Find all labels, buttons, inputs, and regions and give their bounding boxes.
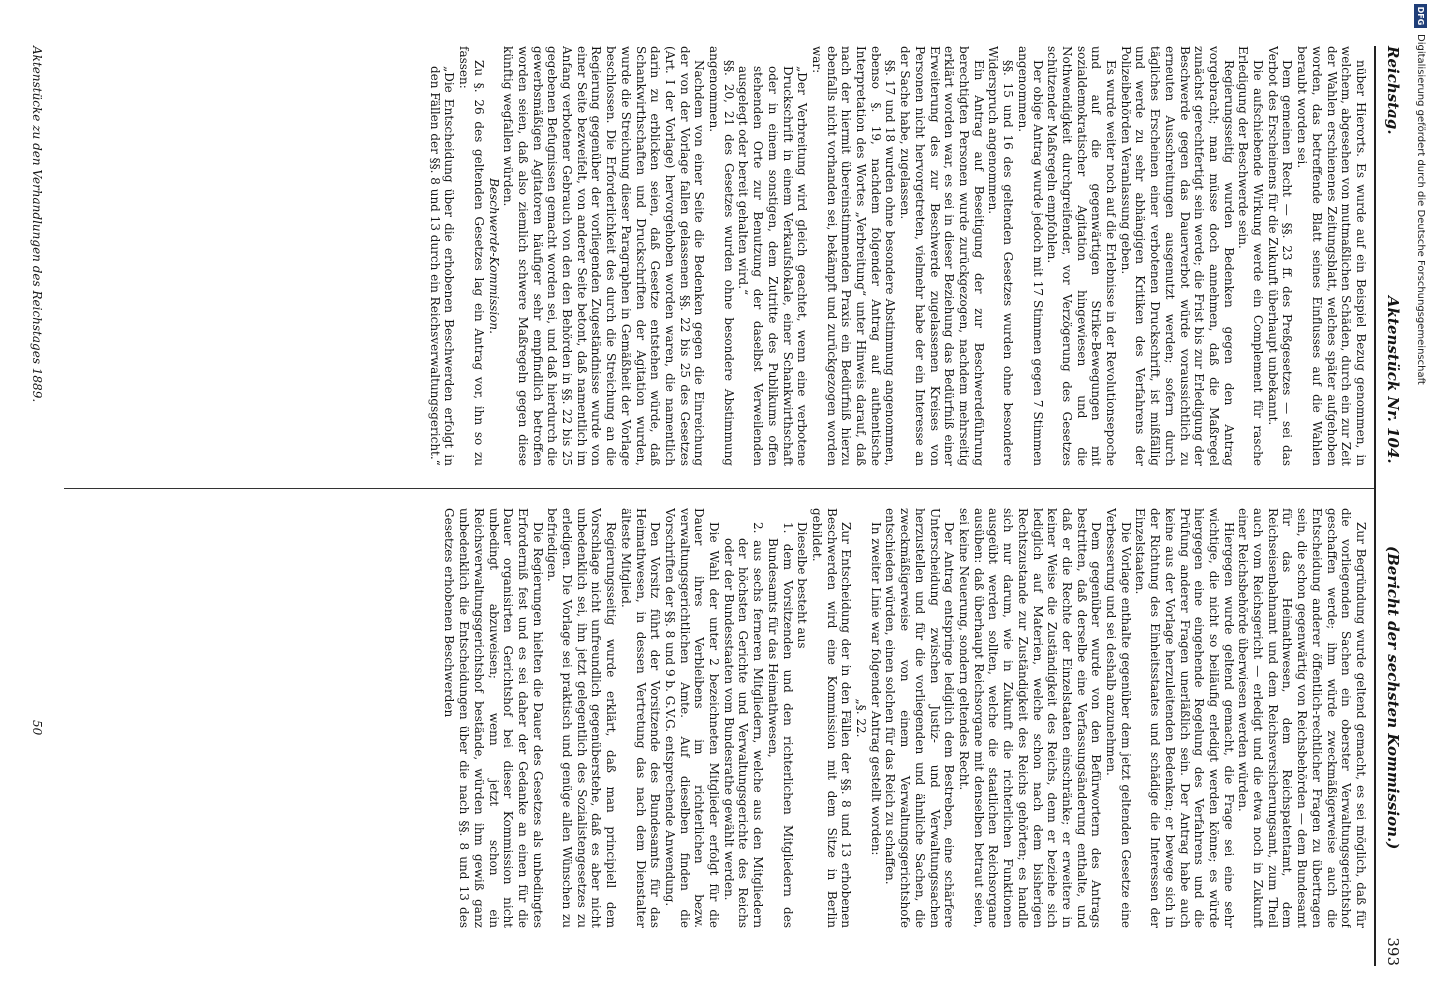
- paragraph: 1. dem Vorsitzenden und den richterlichen Mitgliedern des Bundesamts für das Heimathwesen,: [765, 522, 795, 928]
- header-left: Reichstag.: [1384, 46, 1402, 135]
- paragraph: „Die Entscheidung über die erhobenen Beschwerden erfolgt in den Fällen der §§. 8 und 13 durch ein Reichsverwaltungsgericht.“: [427, 66, 457, 466]
- column-divider: [64, 488, 1374, 489]
- paragraph: Den Vorsitz führt der Vorsitzende des Bundesamts für das Heimathwesen, in dessen Vertretung das nach dem Dienstalter älteste Mitglied.: [618, 508, 663, 928]
- paragraph: Hiergegen wurde geltend gemacht, die Frage sei eine sehr wichtige, die nicht so beiläufig erledigt werden könne; es würde hiergegen eine eingehende Regelung des Verfahrens und die Prüfung anderer Fragen unerläßlich sein. Der Antrag habe auch keine aus der Vorlage herzuleitenden Bedenken; er bewege sich in der Richtung des Einheitsstaates und schädige die Interessen der Einzelstaaten.: [1133, 508, 1236, 928]
- paragraph: Die Regierungen hielten die Dauer des Gesetzes als unbedingtes Erforderniß fest und es sei daher der Gedanke an einen für die Dauer organisirten Gerichtshof bei dieser Kommission nicht unbedingt abzuweisen; wenn jetzt schon ein Reichsverwaltungsgerichtshof bestände, würden ihm gewiß ganz unbedenklich die Entscheidungen über die nach §§. 8 und 13 des Gesetzes erhobenen Beschwerden: [442, 508, 545, 928]
- paragraph: Dieselbe besteht aus: [795, 522, 810, 649]
- paragraph: Die Vorlage enthalte gegenüber dem jetzt geltenden Gesetze eine Verbesserung und sei deshalb anzunehmen.: [1104, 508, 1133, 928]
- paragraph: Der Antrag entspringe lediglich dem Bestreben, eine schärfere Unterscheidung zwischen Justiz- und Verwaltungssachen herzustellen und für die vorliegenden und ähnliche Sachen, die zweckmäßigerweise von einem Verwaltungsgerichtshofe entschieden würden, einen solchen für das Reich zu schaffen.: [883, 508, 957, 928]
- paragraph: Zur Entscheidung der in den Fällen der §§. 8 und 13 erhobenen Beschwerden wird eine Kommission mit dem Sitze in Berlin gebildet.: [809, 508, 854, 928]
- paragraph: Regierungsseitig wurde erklärt, daß man principiell dem Vorschlage nicht unfreundlich gegenüberstehe, daß es aber nicht unbedenklich sei, ihn jetzt gelegentlich des Sozialistengesetzes zu erledigen. Die Vorlage sei praktisch und genüge allen Wünschen zu befriedigen.: [545, 508, 619, 928]
- paragraph: Dem gemeinen Recht — §§. 23 ff. des Preßgesetzes — sei das Verbot des Erscheinens für die Zukunft überhaupt unbekannt.: [1265, 46, 1295, 466]
- paragraph: Dem gegenüber wurde von den Befürwortern des Antrags bestritten, daß derselbe eine Verfassungsänderung enthalte, und daß er die Rechte der Einzelstaaten einschränke; er erweitere in keiner Weise die Zuständigkeit des Reichs, denn er beziehe sich lediglich auf Materien, welche schon nach dem bisherigen Rechtszustande zur Zuständigkeit des Reichs gehörten; es handle sich nur darum, wie in Zukunft die richterlichen Funktionen ausgeübt werden sollten, welche die staatlichen Reichsorgane ausüben: daß überhaupt Reichsorgane mit denselben betraut seien, sei keine Neuerung, sondern geltendes Recht.: [957, 508, 1104, 928]
- page-header: [1378, 46, 1402, 966]
- paragraph: Ein Antrag auf Beseitigung der zur Beschwerdeführung berechtigten Personen wurde zurückgezogen, nachdem mehrseitig erklärt worden war, es sei in dieser Beziehung das Bedürfniß einer Erweiterung des zur Beschwerde zugelassenen Kreises von Personen nicht hervorgetreten, vielmehr habe der ein Interesse an der Sache habe, zugelassen.: [898, 46, 986, 466]
- right-column: [68, 508, 1368, 928]
- paragraph: Die Wahl der unter 2 bezeichneten Mitglieder erfolgt für die Dauer ihres Verbleibens im richterlichen bezw. verwaltungsgerichtlichen Amte. Auf dieselben finden die Vorschriften der §§. 8 und 9 b. G.V.G. entsprechende Anwendung.: [662, 508, 722, 928]
- paragraph: nüber Hierorts. Es wurde auf ein Beispiel Bezug genommen, in welchem, abgesehen von mutmaßlichen Schäden, durch ein zur Zeit der Wahlen erschienenes Zeitungsblatt, welches später aufgehoben worden, das betreffende Blatt seines Einflusses auf die Wahlen beraubt worden sei.: [1295, 46, 1368, 466]
- paragraph: §§. 17 und 18 wurden ohne besondere Abstimmung angenommen, ebenso §. 19, nachdem folgender Antrag auf authentische Interpretation des Wortes „Verbreitung“ unter Hinweis darauf, daß nach der hiermit übereinstimmenden Praxis ein Bedürfniß hierzu ebenfalls nicht vorhanden sei, bekämpft und zurückgezogen worden war:: [809, 46, 898, 466]
- paragraph: 2. aus sechs ferneren Mitgliedern, welche aus den Mitgliedern der höchsten Gerichte und Verwaltungsgerichte des Reichs oder der Bundesstaaten vom Bundesrathe gewählt werden.: [721, 522, 766, 928]
- header-center: Aktenstück Nr. 104.: [1384, 296, 1402, 464]
- dfg-logo: DFG: [1415, 4, 1428, 28]
- digitization-credit: [1410, 0, 1432, 1004]
- page-number: 393: [1384, 937, 1402, 966]
- paragraph: „Der Verbreitung wird gleich geachtet, wenn eine verbotene Druckschrift in einem Verkaufslokale, einer Schankwirthschaft oder in einem sonstigen, dem Zutritte des Publikums offen stehenden Orte zur Benutzung der daselbst Verweilenden ausgelegt oder bereit gehalten wird.“: [736, 66, 810, 466]
- header-right: (Bericht der sechsten Kommission.): [1384, 546, 1402, 850]
- paragraph: Beschwerde-Kommission.: [486, 178, 501, 334]
- footer-signature: 50: [30, 720, 44, 736]
- paragraph: Regierungsseitig wurden Bedenken gegen den Antrag vorgebracht; man müsse doch annehmen, daß die Maßregel zunächst gerechtfertigt sein werde; die Frist bis zur Erledigung der Beschwerde gegen das Dauerverbot würde voraussichtlich zu erneuten Ausschreitungen ausgenutzt werden; sofern durch tägliches Erscheinen einer verbotenen Druckschrift, ist mißfällig und werde zu sehr abhängigen Kritiken des Verfahrens der Polizeibehörden Veranlassung geben.: [1118, 46, 1236, 466]
- paragraph: Die aufschiebende Wirkung werde ein Complement für rasche Erledigung der Beschwerde sein.: [1236, 46, 1266, 466]
- paragraph: §§. 15 und 16 des geltenden Gesetzes wurden ohne besondere Widerspruch angenommen.: [986, 46, 1016, 466]
- paragraph: Der obige Antrag wurde jedoch mit 17 Stimmen gegen 7 Stimmen angenommen.: [1015, 46, 1045, 466]
- paragraph: §§. 20, 21 des Gesetzes wurden ohne besondere Abstimmung angenommen.: [707, 46, 736, 466]
- paragraph: In zweiter Linie war folgender Antrag gestellt worden:: [868, 522, 883, 856]
- paragraph: „§. 22.: [854, 698, 869, 738]
- left-column: [68, 46, 1368, 466]
- digitization-credit-text: Digitalisierung gefördert durch die Deutsche Forschungsgemeinschaft: [1415, 34, 1427, 385]
- paragraph: Es wurde weiter noch auf die Erlebnisse in der Revolutionsepoche und auf die gegenwärtigen Strike-Bewegungen mit sozialdemokratischer Agitation hingewiesen und die Nothwendigkeit durchgreifender, vor Verzögerung des Gesetzes schützender Maßregeln empfohlen.: [1045, 46, 1119, 466]
- header-rule: [1374, 46, 1376, 966]
- footer-source: Aktenstücke zu den Verhandlungen des Reichstages 1889.: [30, 46, 44, 403]
- paragraph: Nachdem von einer Seite die Bedenken gegen die Einreichung der von der Vorlage fallen gelassenen §§. 22 bis 25 des Gesetzes (Art. I der Vorlage) hervorgehoben worden waren, die namentlich darin zu erblicken seien, daß Gesetze entstehen würde, daß Schankwirthschaften und Druckschriften der Agitation wurden, wurde die Streichung dieser Paragraphen in Gemäßheit der Vorlage beschlossen. Die Erforderlichkeit des durch die Streichung an die Regierung gegenüber der vorliegenden Zugeständnisse wurde von einer Seite bezweifelt, von anderer Seite betont, daß namentlich im Anfang verbotener Gebrauch von den den Behörden in §§. 22 bis 25 gegebenen Befugnissen gemacht worden sei, und daß hierdurch die gewerbsmäßigen Agitatoren häufiger sehr empfindlich betroffen worden seien, daß also ziemlich schwere Maßregeln gegen diese künftig wegfallen würden.: [501, 46, 707, 466]
- paragraph: Zur Begründung wurde geltend gemacht, es sei möglich, daß für die vorliegenden Sachen ein oberster Verwaltungsgerichtshof geschaffen werde; ihm würde zweckmäßigerweise auch die Entscheidung anderer öffentlich-rechtlicher Fragen zu übertragen sein, die schon gegenwärtig von Reichsbehörden — dem Bundesamt für das Heimathwesen, dem Reichspatentamt, dem Reichseisenbahnamt und dem Reichsversicherungsamt, zum Theil auch vom Reichsgericht — erledigt und die etwa noch in Zukunft einer Reichsbehörde überwiesen werden würden.: [1236, 508, 1368, 928]
- paragraph: Zu §. 26 des geltenden Gesetzes lag ein Antrag vor, ihn so zu fassen:: [457, 46, 486, 466]
